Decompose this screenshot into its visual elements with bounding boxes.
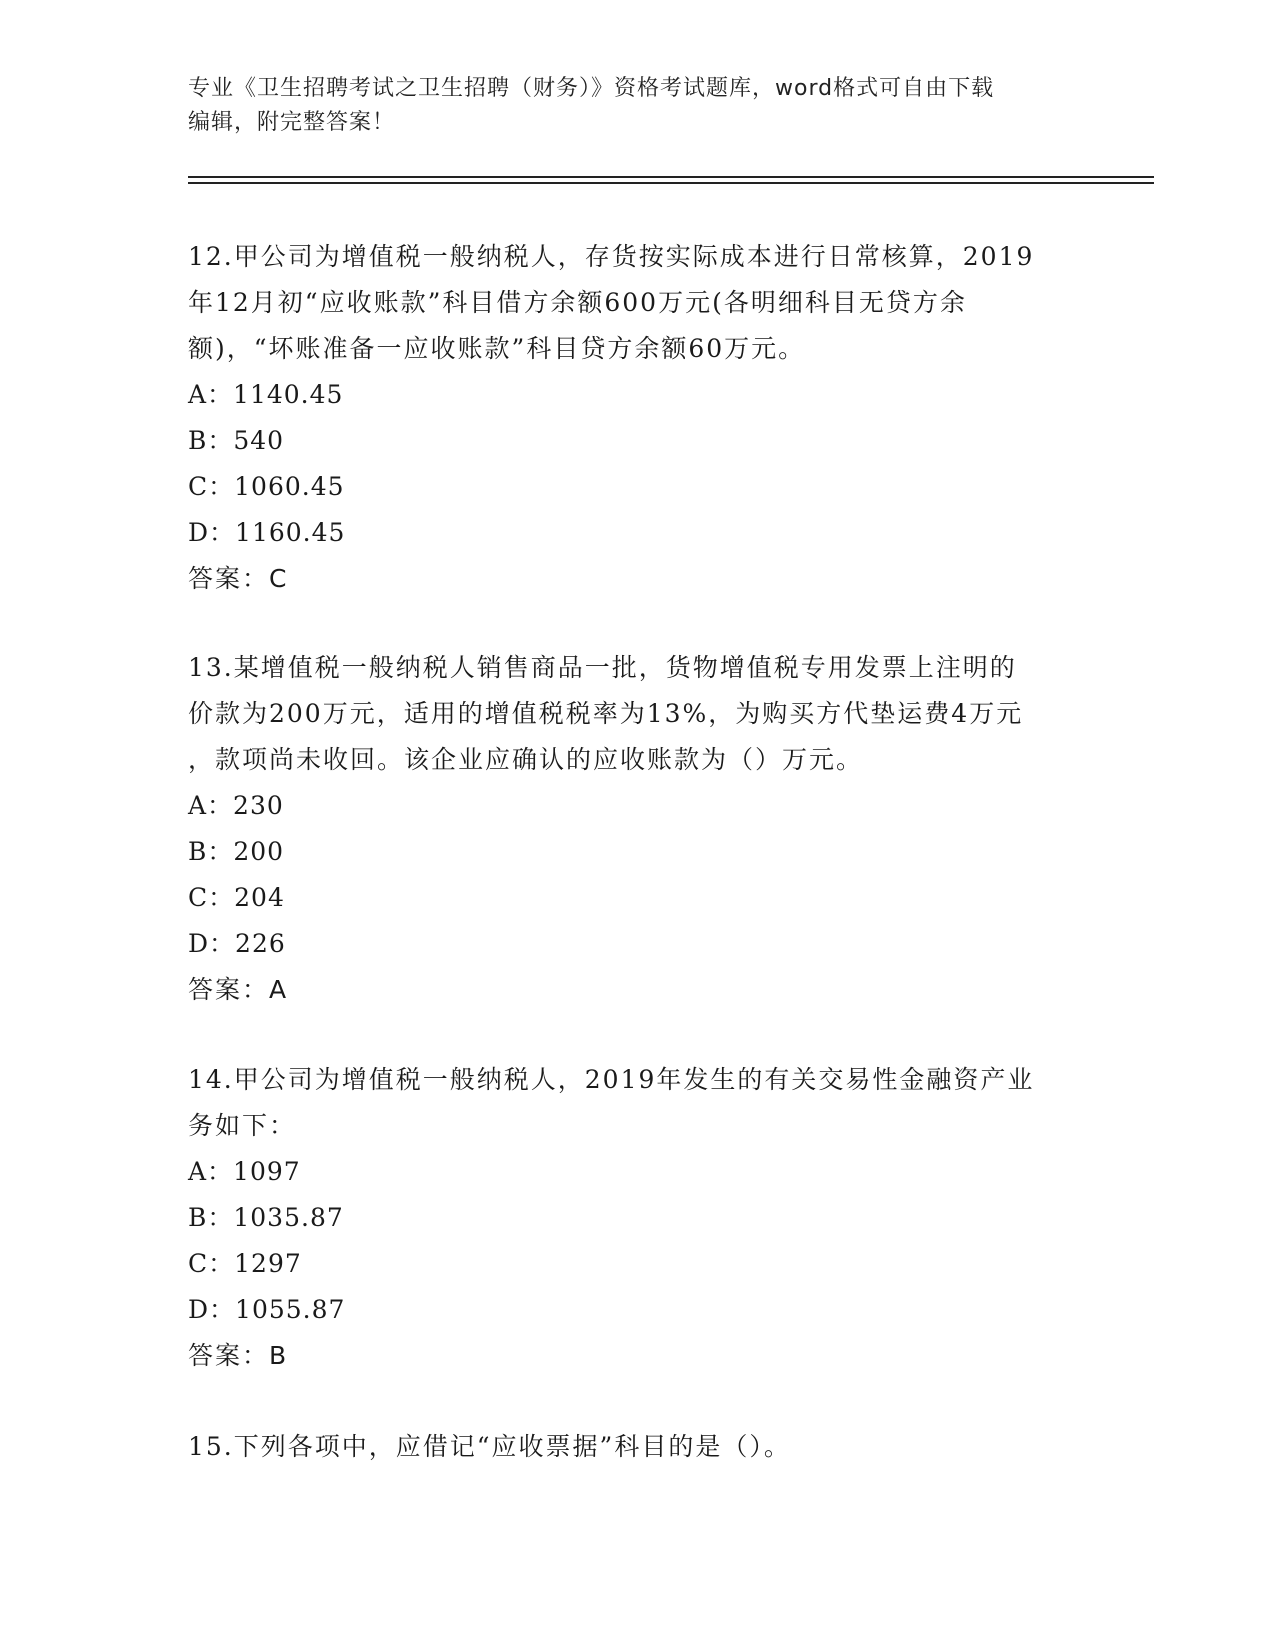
question-stem-line: 13.某增值税一般纳税人销售商品一批，货物增值税专用发票上注明的 [188, 653, 1017, 682]
header-line-2: 编辑，附完整答案！ [188, 110, 396, 135]
question-14 [188, 1057, 1088, 1379]
question-stem-line: 额)，“坏账准备一应收账款”科目贷方余额60万元。 [188, 334, 806, 363]
option-b: B：1035.87 [188, 1203, 344, 1232]
question-stem-line: 15.下列各项中，应借记“应收票据”科目的是（）。 [188, 1432, 791, 1461]
question-15 [188, 1424, 1088, 1470]
option-a: A：1140.45 [188, 380, 344, 409]
option-b: B：200 [188, 837, 285, 866]
option-d: D：226 [188, 929, 286, 958]
option-c: C：204 [188, 883, 285, 912]
answer: 答案：A [188, 975, 289, 1004]
document-header [188, 72, 1088, 140]
answer: 答案：C [188, 564, 289, 593]
option-c: C：1297 [188, 1249, 302, 1278]
header-divider-top [188, 176, 1154, 178]
question-13 [188, 645, 1088, 1013]
header-line-1: 专业《卫生招聘考试之卫生招聘（财务）》资格考试题库，word格式可自由下载 [188, 76, 995, 101]
option-a: A：230 [188, 791, 284, 820]
option-d: D：1055.87 [188, 1295, 346, 1324]
question-stem-line: ，款项尚未收回。该企业应确认的应收账款为（）万元。 [188, 745, 864, 774]
question-stem-line: 12.甲公司为增值税一般纳税人，存货按实际成本进行日常核算，2019 [188, 242, 1035, 271]
question-stem-line: 14.甲公司为增值税一般纳税人，2019年发生的有关交易性金融资产业 [188, 1065, 1035, 1094]
question-stem-line: 务如下： [188, 1111, 297, 1140]
answer: 答案：B [188, 1341, 289, 1370]
question-stem-line: 价款为200万元，适用的增值税税率为13%，为购买方代垫运费4万元 [188, 699, 1024, 728]
option-d: D：1160.45 [188, 518, 346, 547]
question-stem-line: 年12月初“应收账款”科目借方余额600万元(各明细科目无贷方余 [188, 288, 967, 317]
option-c: C：1060.45 [188, 472, 345, 501]
option-a: A：1097 [188, 1157, 301, 1186]
question-12 [188, 234, 1088, 602]
option-b: B：540 [188, 426, 285, 455]
header-divider-bottom [188, 182, 1154, 184]
